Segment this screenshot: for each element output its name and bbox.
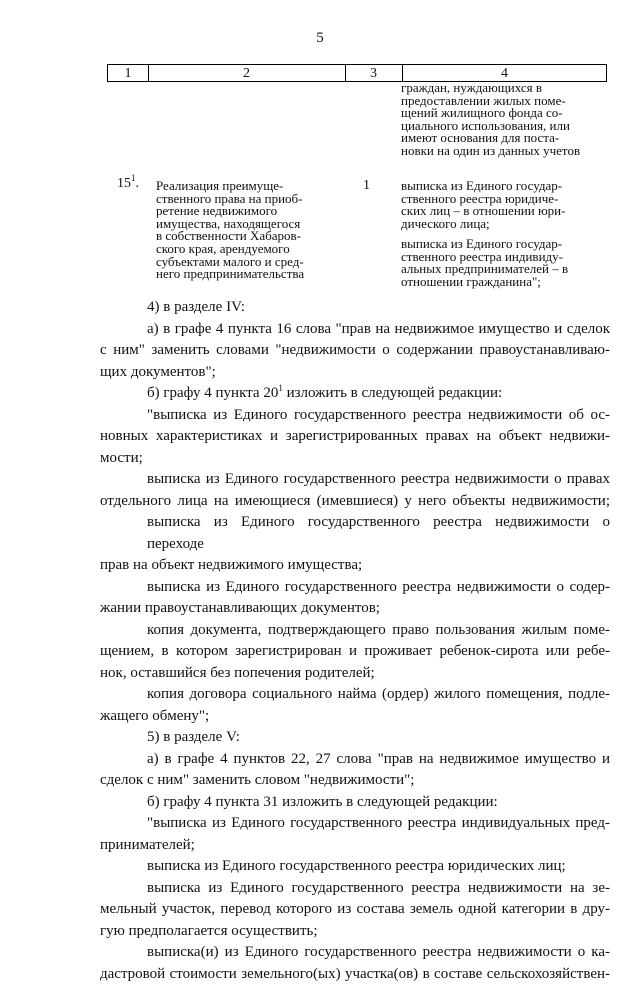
table-text-line: в собственности Хабаров- [156, 230, 304, 243]
document-body [100, 297, 610, 985]
table-text-line: ретение недвижимого [156, 205, 304, 218]
table-text-line: щений жилищного фонда со- [401, 107, 580, 120]
paragraph: прав на объект недвижимого имущества; [100, 555, 610, 577]
table-text-line: ственного реестра индивиду- [401, 251, 568, 264]
table-text-line: дического лица; [401, 218, 565, 231]
paragraph: щением, в котором зарегистрирован и проживает ребенок-сирота или ребе- [100, 641, 610, 663]
paragraph: мельный участок, перевод которого из состава земель одной категории в дру- [100, 899, 610, 921]
table-text-line: Реализация преимуще- [156, 180, 304, 193]
paragraph: новных характеристиках и зарегистрированных правах на объект недвижи- [100, 426, 610, 448]
paragraph: сделок с ним" заменить словом "недвижимости"; [100, 770, 610, 792]
table-text-line: выписка из Единого государ- [401, 238, 568, 251]
table-header-col-1: 1 [108, 65, 148, 82]
row-number: $15^1$. [117, 176, 139, 192]
table-text-line: ственного реестра юридиче- [401, 193, 565, 206]
table-text-line: ственного права на приоб- [156, 193, 304, 206]
table-text-line: него предпринимательства [156, 268, 304, 281]
paragraph: жащего обмену"; [100, 706, 610, 728]
paragraph: гую предполагается осуществить; [100, 921, 610, 943]
paragraph: щих документов"; [100, 362, 610, 384]
paragraph: жании правоустанавливающих документов; [100, 598, 610, 620]
table-text-line: ских лиц – в отношении юри- [401, 205, 565, 218]
paragraph: копия договора социального найма (ордер) жилого помещения, подле- [100, 684, 610, 706]
table-text-line: граждан, нуждающихся в [401, 82, 580, 95]
paragraph: выписка из Единого государственного реестра недвижимости на зе- [100, 878, 610, 900]
table-text-line: имеют основания для поста- [401, 132, 580, 145]
paragraph: б) графу 4 пункта 31 изложить в следующей редакции: [100, 792, 610, 814]
row-service-name [156, 180, 304, 281]
table-text-line: выписка из Единого государ- [401, 180, 565, 193]
paragraph: а) в графе 4 пунктов 22, 27 слова "прав на недвижимое имущество и [100, 749, 610, 771]
paragraph: нок, оставшийся без попечения родителей; [100, 663, 610, 685]
paragraph: дастровой стоимости земельного(ых) участка(ов) в составе сельскохозяйствен- [100, 964, 610, 985]
table-header-col-2: 2 [148, 65, 345, 82]
table-text-line: отношении гражданина"; [401, 276, 568, 289]
paragraph: принимателей; [100, 835, 610, 857]
paragraph: а) в графе 4 пункта 16 слова "прав на недвижимое имущество и сделок [100, 319, 610, 341]
table-text-line: предоставлении жилых поме- [401, 95, 580, 108]
paragraph: мости; [100, 448, 610, 470]
paragraph: отдельного лица на имеющиеся (имевшиеся) у него объекты недвижимости; [100, 491, 610, 513]
paragraph: выписка(и) из Единого государственного реестра недвижимости о ка- [100, 942, 610, 964]
row-documents-b [401, 238, 568, 288]
row-documents-a [401, 180, 565, 230]
paragraph: выписка из Единого государственного реестра недвижимости о переходе [100, 512, 610, 555]
page-number: 5 [0, 30, 640, 47]
paragraph: 4) в разделе IV: [100, 297, 610, 319]
paragraph: "выписка из Единого государственного реестра индивидуальных пред- [100, 813, 610, 835]
table-text-line: ского края, арендуемого [156, 243, 304, 256]
paragraph: копия документа, подтверждающего право пользования жилым поме- [100, 620, 610, 642]
table-text-line: субъектами малого и сред- [156, 256, 304, 269]
table-text-line: альных предпринимателей – в [401, 263, 568, 276]
paragraph: "выписка из Единого государственного реестра недвижимости об ос- [100, 405, 610, 427]
table-text-line: новки на один из данных учетов [401, 145, 580, 158]
table-continuation-col4 [401, 82, 580, 158]
paragraph: выписка из Единого государственного реестра юридических лиц; [100, 856, 610, 878]
row-count: 1 [363, 178, 370, 194]
paragraph: выписка из Единого государственного реестра недвижимости о содер- [100, 577, 610, 599]
paragraph: 5) в разделе V: [100, 727, 610, 749]
table-header-col-4: 4 [402, 65, 607, 82]
paragraph: выписка из Единого государственного реестра недвижимости о правах [100, 469, 610, 491]
table-header-col-3: 3 [345, 65, 402, 82]
table-text-line: имущества, находящегося [156, 218, 304, 231]
table-text-line: циального использования, или [401, 120, 580, 133]
paragraph: б) графу 4 пункта $20^1$ изложить в следующей редакции: [100, 383, 610, 405]
paragraph: с ним" заменить словами "недвижимости о содержании правоустанавливаю- [100, 340, 610, 362]
